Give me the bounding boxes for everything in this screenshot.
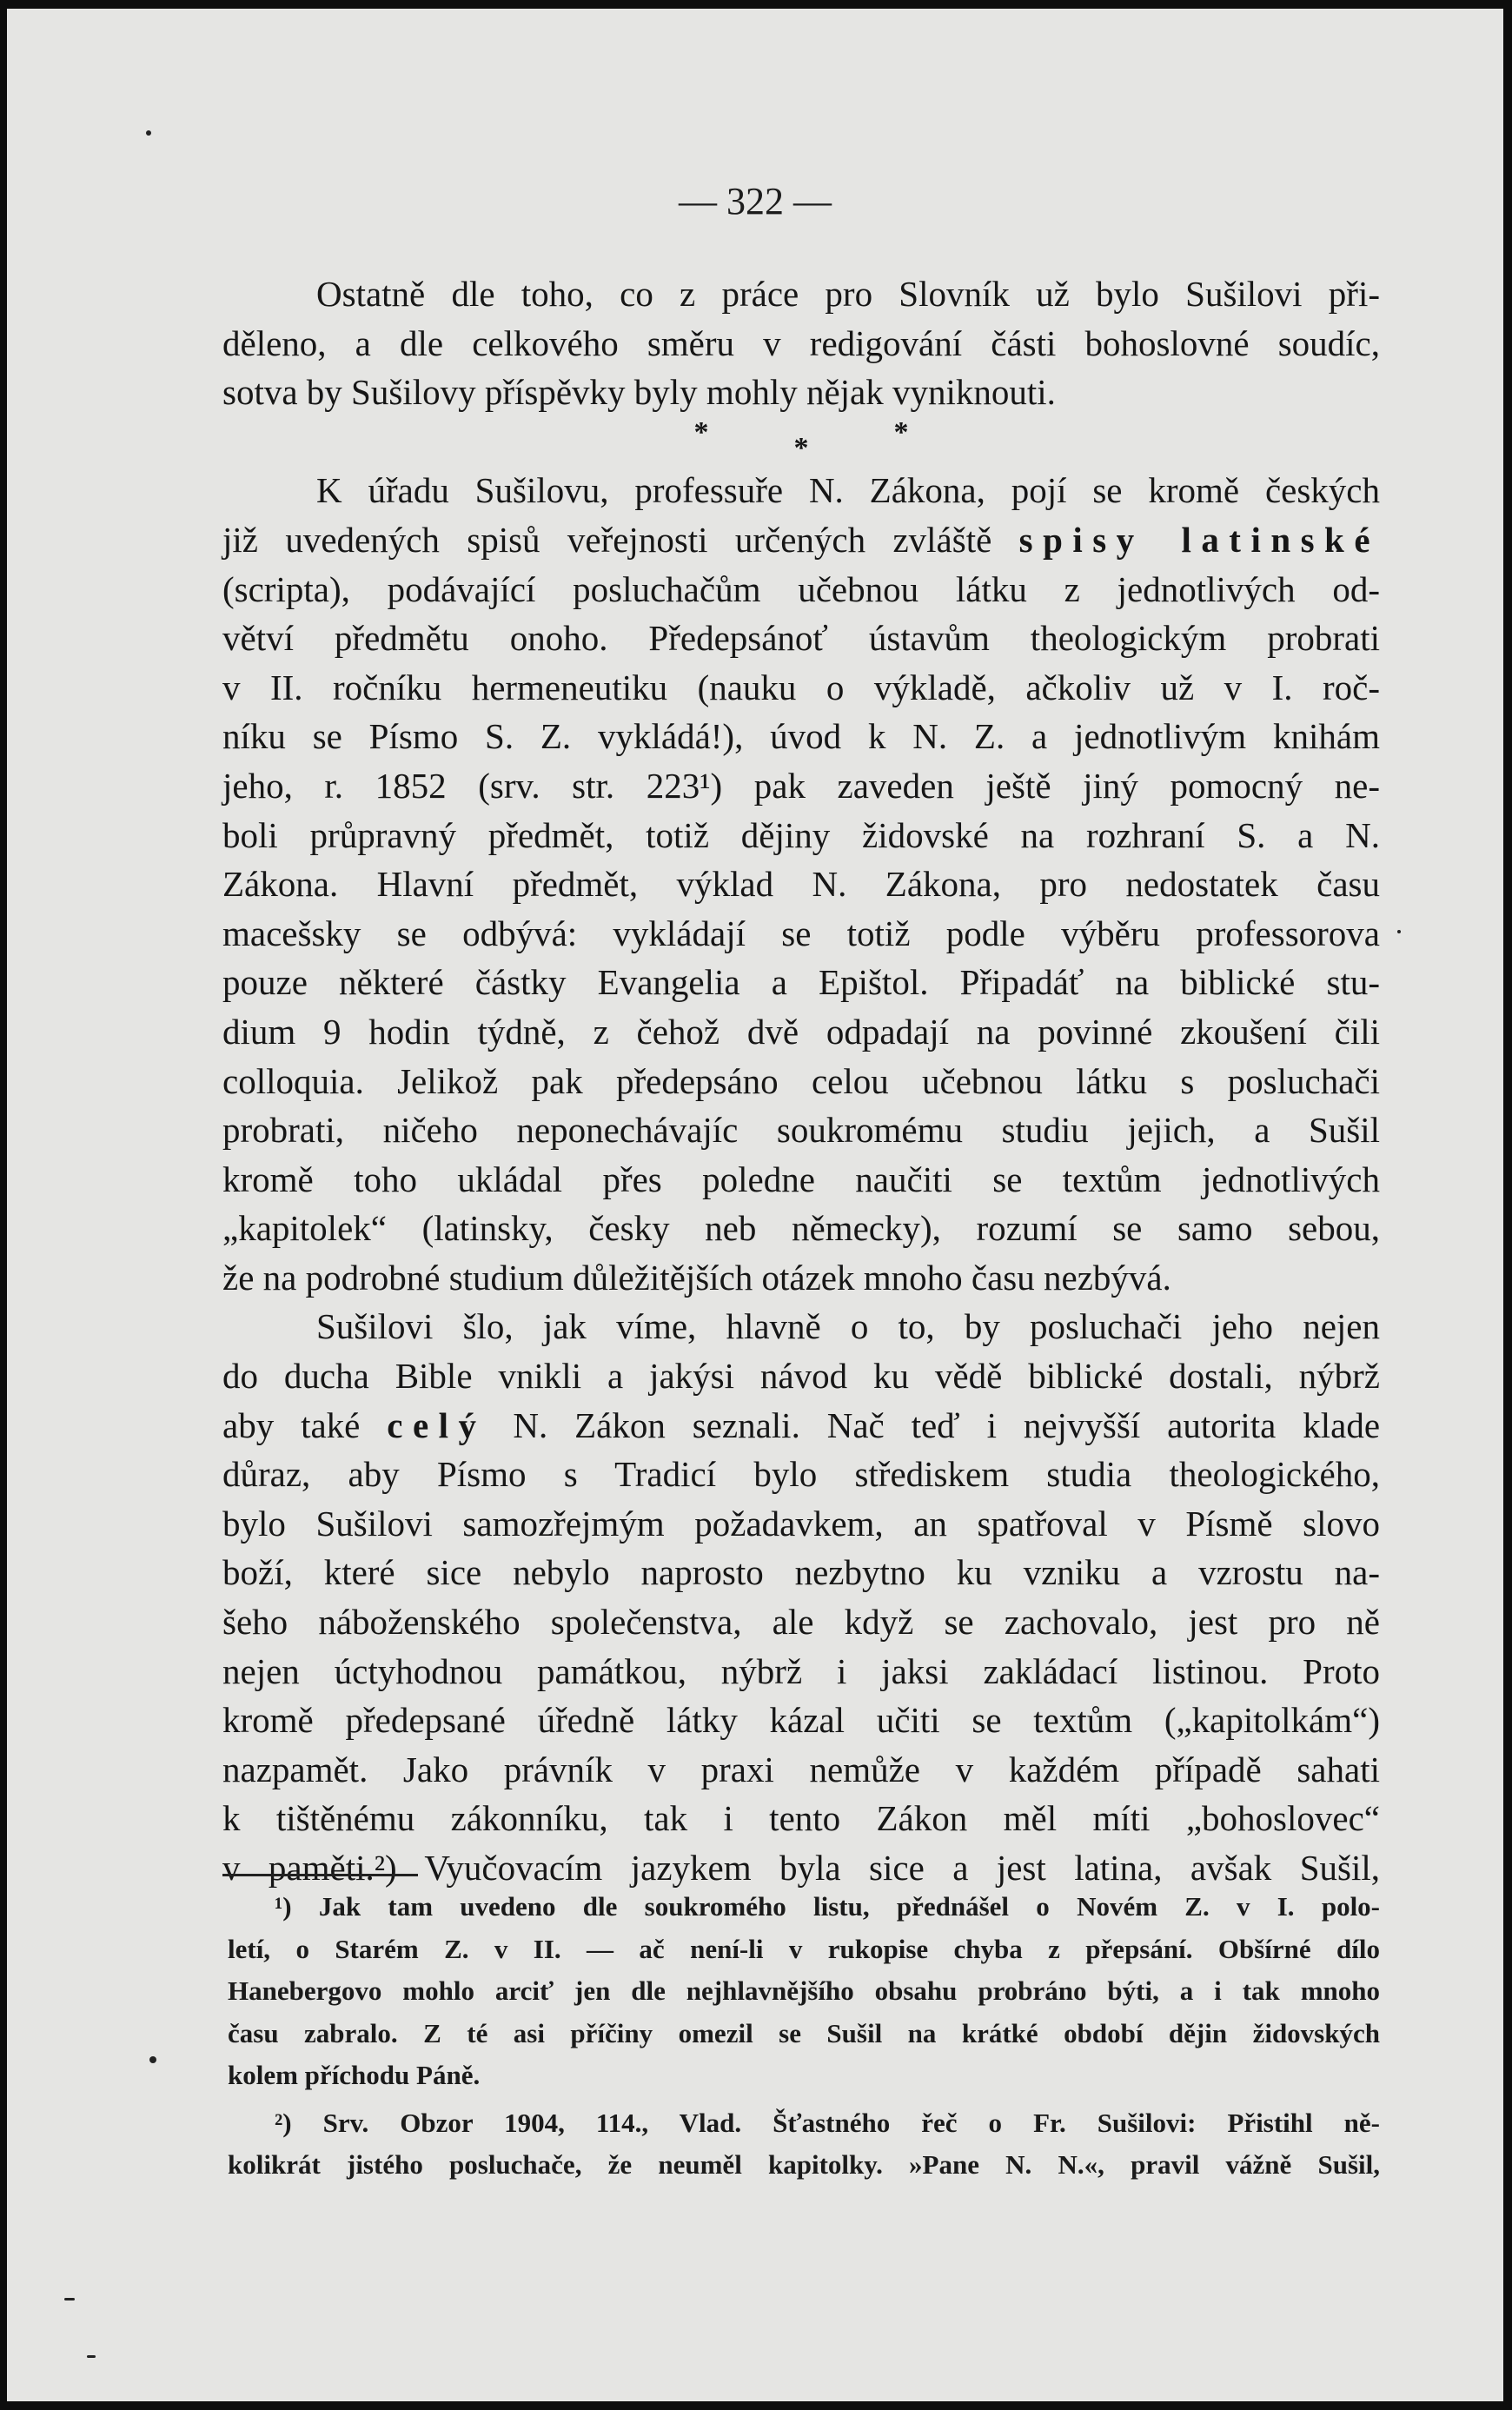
footnote-line: ¹) Jak tam uvedeno dle soukromého listu, přednášel o Novém Z. v I. polo- — [275, 1891, 1380, 1922]
text-line: kromě předepsané úředně látky kázal učiti se textům („kapitolkám“) — [222, 1700, 1380, 1741]
text-line: do ducha Bible vnikli a jakýsi návod ku vědě biblické dostali, nýbrž — [222, 1356, 1380, 1397]
scan-speck — [149, 2056, 156, 2063]
text-line: větví předmětu onoho. Předepsánoť ústavům theologickým probrati — [222, 618, 1380, 659]
text-line: colloquia. Jelikož pak předepsáno celou učebnou látku s posluchači — [222, 1060, 1380, 1101]
section-divider — [222, 417, 1380, 467]
text-line: sotva by Sušilovy příspěvky byly mohly nějak vyniknouti. — [222, 372, 1056, 413]
asterisk: * — [693, 415, 709, 448]
text-line: k tištěnému zákonníku, tak i tento Zákon měl míti „bohoslovec“ — [222, 1798, 1380, 1839]
footnote-2 — [228, 2102, 1380, 2187]
footnotes — [228, 1886, 1380, 2192]
text-fragment: již uvedených spisů veřejnosti určených zvláště — [222, 519, 992, 560]
text-line: pouze některé částky Evangelia a Epištol. Připadáť na biblické stu- — [222, 962, 1380, 1003]
text-line: boli průpravný předmět, totiž dějiny židovské na rozhraní S. a N. — [222, 814, 1380, 855]
scan-speck — [146, 130, 151, 136]
footnote-line: letí, o Starém Z. v II. — ač není-li v rukopise chyba z přepsání. Obšírné dílo — [228, 1933, 1380, 1964]
book-page — [7, 9, 1503, 2401]
text-line: „kapitolek“ (latinsky, česky neb německy), rozumí se samo sebou, — [222, 1208, 1380, 1249]
text-line: K úřadu Sušilovu, professuře N. Zákona, pojí se kromě českých — [316, 470, 1380, 511]
text-fragment: N. Zákon seznali. Nač teď i nejvyšší autorita klade — [513, 1404, 1381, 1445]
scan-speck — [64, 2298, 75, 2300]
footnote-separator — [222, 1874, 418, 1876]
footnote-line: času zabralo. Z té asi příčiny omezil se Sušil na krátké období dějin židovských — [228, 2017, 1380, 2048]
page-number: — 322 — — [679, 180, 832, 222]
text-line: nazpamět. Jako právník v praxi nemůže v každém případě sahati — [222, 1749, 1380, 1789]
text-line: probrati, ničeho neponechávajíc soukromému studiu jejich, a Sušil — [222, 1110, 1380, 1151]
text-line: důraz, aby Písmo s Tradicí bylo střediskem studia theologického, — [222, 1454, 1380, 1495]
text-line: macešsky se odbývá: vykládají se totiž podle výběru professorova — [222, 913, 1380, 953]
text-line: Ostatně dle toho, co z práce pro Slovník už bylo Sušilovi při- — [316, 274, 1380, 314]
footnote-line: ²) Srv. Obzor 1904, 114., Vlad. Šťastného řeč o Fr. Sušilovi: Přistihl ně- — [275, 2107, 1380, 2138]
footnote-line: kolikrát jistého posluchače, že neuměl kapitolky. »Pane N. N.«, pravil vážně Sušil, — [228, 2149, 1380, 2180]
footnote-1 — [228, 1886, 1380, 2097]
text-line: boží, které sice nebylo naprosto nezbytno ku vzniku a vzrostu na- — [222, 1552, 1380, 1593]
text-line: v paměti.²) Vyučovacím jazykem byla sice a jest latina, avšak Sušil, — [222, 1848, 1380, 1888]
text-line: děleno, a dle celkového směru v redigování části bohoslovné soudíc, — [222, 322, 1380, 363]
spaced-emphasis: spisy latinské — [1018, 519, 1380, 560]
text-line — [222, 1401, 1380, 1451]
spaced-emphasis: celý — [387, 1404, 487, 1445]
text-fragment: aby také — [222, 1404, 361, 1445]
text-line: v II. ročníku hermeneutiku (nauku o výkladě, ačkoliv už v I. roč- — [222, 667, 1380, 707]
text-line: jeho, r. 1852 (srv. str. 223¹) pak zaveden ještě jiný pomocný ne- — [222, 765, 1380, 806]
scan-speck — [1397, 930, 1401, 933]
text-line: níku se Písmo S. Z. vykládá!), úvod k N. Z. a jednotlivým knihám — [222, 716, 1380, 757]
text-line: nejen úctyhodnou památkou, nýbrž i jaksi zakládací listinou. Proto — [222, 1650, 1380, 1691]
text-line: Zákona. Hlavní předmět, výklad N. Zákona, pro nedostatek času — [222, 864, 1380, 905]
text-line: bylo Sušilovi samozřejmým požadavkem, an spatřoval v Písmě slovo — [222, 1503, 1380, 1544]
text-line — [222, 515, 1380, 565]
text-line: kromě toho ukládal přes poledne naučiti se textům jednotlivých — [222, 1159, 1380, 1199]
footnote-line: kolem příchodu Páně. — [228, 2060, 481, 2090]
text-line: (scripta), podávající posluchačům učebnou látku z jednotlivých od- — [222, 568, 1380, 609]
asterisk: * — [893, 415, 909, 448]
footnote-line: Hanebergovo mohlo arciť jen dle nejhlavnějšího obsahu probráno býti, a i tak mnoho — [228, 1975, 1380, 2006]
text-line: že na podrobné studium důležitějších otázek mnoho času nezbývá. — [222, 1257, 1171, 1298]
scan-speck — [87, 2355, 96, 2358]
text-line: šeho náboženského společenstva, ale když se zachovalo, jest pro ně — [222, 1602, 1380, 1643]
asterisk: * — [793, 431, 809, 464]
text-line: dium 9 hodin týdně, z čehož dvě odpadají na povinné zkoušení čili — [222, 1011, 1380, 1052]
main-text — [222, 269, 1380, 1893]
text-line: Sušilovi šlo, jak víme, hlavně o to, by posluchači jeho nejen — [316, 1306, 1380, 1347]
